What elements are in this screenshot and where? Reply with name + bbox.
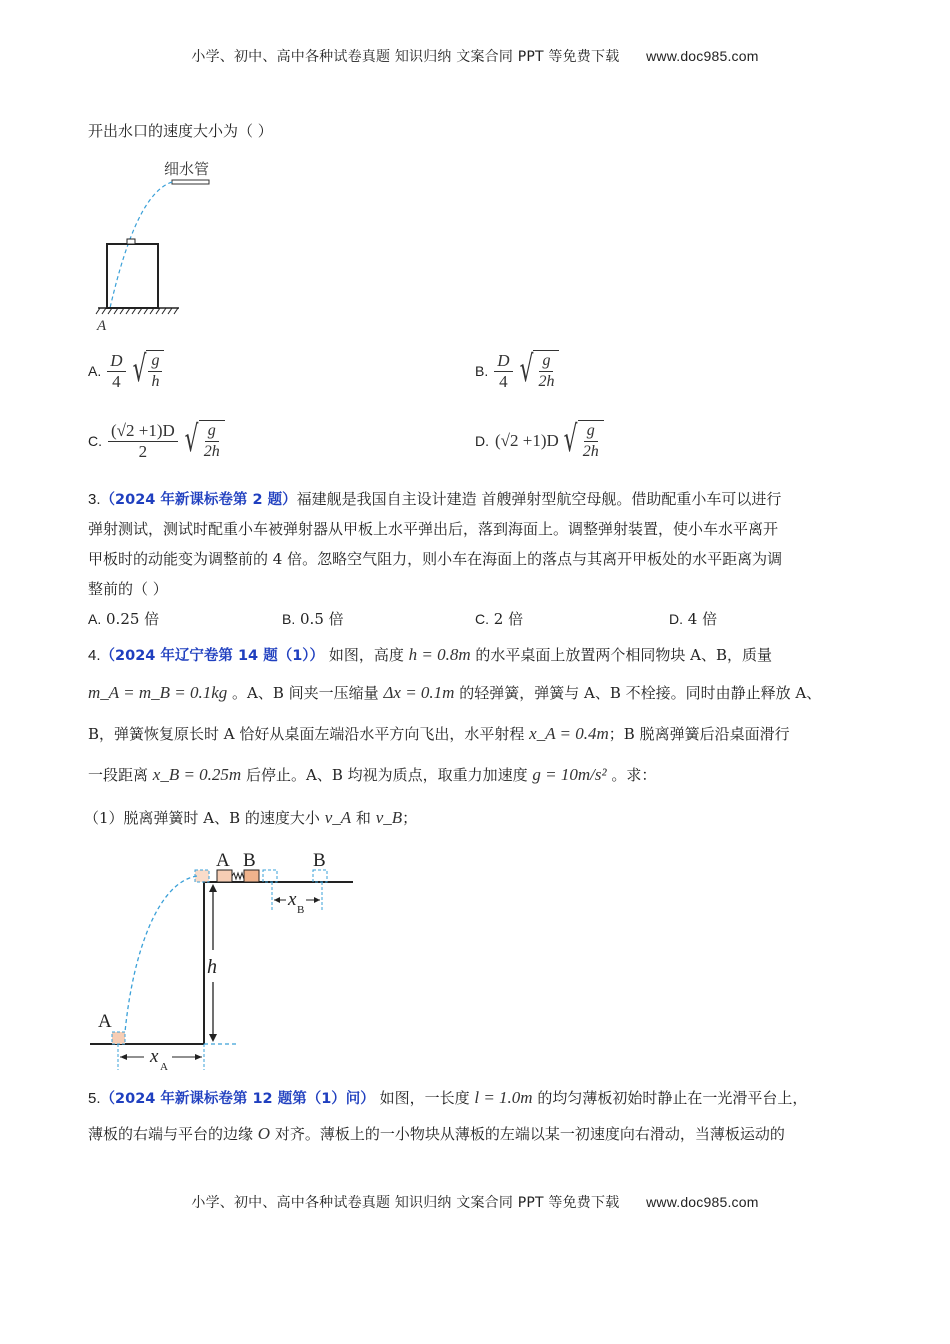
q3-line-4: 整前的（ ） <box>88 580 168 598</box>
block-a <box>217 870 232 882</box>
svg-text:x: x <box>150 1046 159 1067</box>
tank-outlet <box>127 239 135 244</box>
block-b-end-ghost <box>313 870 327 882</box>
block-b-start-ghost <box>263 870 277 882</box>
footer-url[interactable]: www.doc985.com <box>646 1194 759 1210</box>
q3-line-3: 甲板时的动能变为调整前的 4 倍。忽略空气阻力，则小车在海面上的落点与其离开甲板处的水平距离为调 <box>88 550 783 568</box>
q3-line-2: 弹射测试，测试时配重小车被弹射器从甲板上水平弹出后，落到海面上。调整弹射装置，使小车水平离开 <box>88 520 779 538</box>
svg-text:x: x <box>288 889 297 910</box>
q4-figure <box>88 842 368 1072</box>
q2-option-d[interactable]: D. (√2 +1)D √ $\frac{g}{2h}$ <box>475 420 604 462</box>
q3-option-d[interactable]: D. 4 倍 <box>669 610 718 628</box>
svg-text:A: A <box>98 1011 112 1032</box>
q3-line-1: 3.（2024 年新课标卷第 2 题）福建舰是我国自主设计建造 首艘弹射型航空母舰。借助配重小车可以进行 <box>88 490 782 508</box>
block-a-landing <box>112 1032 125 1044</box>
q3-option-b[interactable]: B. 0.5 倍 <box>282 610 344 628</box>
h-label: h <box>207 956 217 978</box>
q3-option-c[interactable]: C. 2 倍 <box>475 610 524 628</box>
q4-subquestion-1: （1）脱离弹簧时 A、B 的速度大小 v_A 和 v_B； <box>84 808 418 827</box>
trajectory-curve <box>125 876 197 1032</box>
q4-line-3: B，弹簧恢复原长时 A 恰好从桌面左端沿水平方向飞出，水平射程 x_A = 0.4m；B 脱离弹簧后沿桌面滑行 <box>88 724 790 743</box>
q4-line-2: m_A = m_B = 0.1kg 。A、B 间夹一压缩量 Δx = 0.1m 的轻弹簧，弹簧与 A、B 不栓接。同时由静止释放 A、 <box>88 683 822 702</box>
sqrt-icon: √ $\frac{g}{2h}$ <box>559 420 604 462</box>
pipe-icon <box>172 180 209 184</box>
q5-line-1: 5.（2024 年新课标卷第 12 题第（1）问） 如图，一长度 l = 1.0m 的均匀薄板初始时静止在一光滑平台上， <box>88 1088 808 1107</box>
q4-line-4: 一段距离 x_B = 0.25m 后停止。A、B 均视为质点，取重力加速度 g = 10m/s² 。求： <box>88 765 657 784</box>
q2-option-b[interactable]: B. $\frac{D}{4}$ √ $\frac{g}{2h}$ <box>475 350 559 392</box>
tank-box <box>107 244 158 308</box>
q2-option-c[interactable]: C. $\frac{(√2 +1)D}{2}$ √ $\frac{g}{2h}$ <box>88 420 225 462</box>
page-footer <box>0 1192 950 1212</box>
q2-stem-tail: 开出水口的速度大小为（ ） <box>88 122 273 140</box>
sqrt-icon: √ $\frac{g}{h}$ <box>128 350 165 392</box>
q3-option-a[interactable]: A. 0.25 倍 <box>88 610 160 628</box>
svg-text:B: B <box>243 850 256 871</box>
svg-text:B: B <box>313 850 326 871</box>
q5-line-2: 薄板的右端与平台的边缘 O 对齐。薄板上的一小物块从薄板的左端以某一初速度向右滑动，当薄板运动的 <box>88 1124 785 1143</box>
point-a-label: A <box>97 318 107 334</box>
q5-source: （2024 年新课标卷第 12 题第（1）问） <box>100 1091 375 1107</box>
header-url[interactable]: www.doc985.com <box>646 48 759 64</box>
footer-text: 小学、初中、高中各种试卷真题 知识归纳 文案合同 PPT 等免费下载 <box>191 1195 620 1211</box>
block-a-launch-ghost <box>195 870 209 882</box>
q2-option-a[interactable]: A. $\frac{D}{4}$ √ $\frac{g}{h}$ <box>88 350 164 392</box>
q3-number: 3. <box>88 491 101 508</box>
block-b <box>244 870 259 882</box>
page-header <box>0 46 950 66</box>
pipe-label: 细水管 <box>164 160 210 178</box>
q3-source: （2024 年新课标卷第 2 题） <box>100 492 297 508</box>
svg-text:A: A <box>216 850 230 871</box>
header-text: 小学、初中、高中各种试卷真题 知识归纳 文案合同 PPT 等免费下载 <box>191 49 620 65</box>
q4-line-1: 4.（2024 年辽宁卷第 14 题（1）） 如图，高度 h = 0.8m 的水平桌面上放置两个相同物块 A、B，质量 <box>88 645 772 664</box>
q4-source: （2024 年辽宁卷第 14 题（1）） <box>100 648 325 664</box>
svg-text:B: B <box>297 904 305 916</box>
sqrt-icon: √ $\frac{g}{2h}$ <box>515 350 560 392</box>
q2-figure <box>88 150 218 335</box>
svg-text:A: A <box>160 1061 168 1073</box>
q5-number: 5. <box>88 1090 101 1107</box>
q4-number: 4. <box>88 647 101 664</box>
sqrt-icon: √ $\frac{g}{2h}$ <box>180 420 225 462</box>
